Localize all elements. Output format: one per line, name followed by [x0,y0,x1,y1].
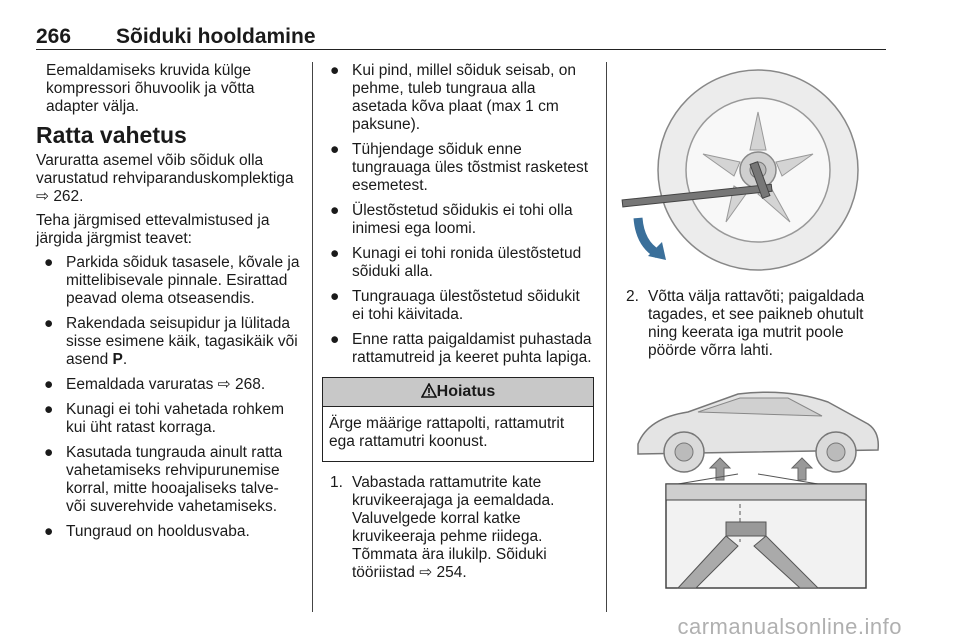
list-item: ● Tühjendage sõiduk enne tungrauaga üles tõstmist rasketest esemetest. [330,141,589,194]
watermark: carmanualsonline.info [677,614,902,639]
paragraph: Teha järgmised ettevalmistused ja järgida järgmist teavet: [36,212,270,247]
page-header [36,22,886,50]
jack-points-illustration [618,372,886,590]
warning-title: Hoiatus [436,383,496,400]
step-list [618,288,890,360]
column-divider [606,62,607,612]
section-heading: Ratta vahetus [36,122,187,148]
column-1 [36,62,302,548]
ref-arrow-icon[interactable]: ⇨ [419,564,433,581]
list-item: ● Rakendada seisupidur ja lülitada sisse esimene käik, tagasikäik või asend P. [44,315,298,368]
paragraph: Varuratta asemel võib sõiduk olla varustatud rehviparanduskomplektiga ⇨ 262. [36,152,294,205]
warning-box [322,377,594,462]
column-divider [312,62,313,612]
list-item: ● Kunagi ei tohi ronida ülestõstetud sõiduki alla. [330,245,582,280]
list-item: ● Kasutada tungrauda ainult ratta vahetamiseks rehvipurunemise korral, mitte hooajaliseks talve- või suverehvide vahetamiseks. [44,444,283,515]
list-item: ● Tungrauaga ülestõstetud sõidukit ei tohi käivitada. [330,288,580,323]
list-item: ● Eemaldada varuratas ⇨ 268. [44,376,266,393]
bullet-list [36,254,302,541]
list-item: ● Ülestõstetud sõidukis ei tohi olla inimesi ega loomi. [330,202,573,237]
list-item: ● Kunagi ei tohi vahetada rohkem kui üht ratast korraga. [44,401,285,436]
warning-header [323,378,593,407]
wheel-wrench-illustration [618,62,886,274]
column-3 [618,62,890,590]
list-item: 1. Vabastada rattamutrite kate kruvikeerajaga ja eemaldada. Valuvelgede korral katke kruvikeeraja pehme riidega. Tõmmata ära ilukilp. Sõiduki tööriistad ⇨ 254. [330,474,555,581]
bullet-list [322,62,594,367]
list-item: ● Tungraud on hooldusvaba. [44,523,250,540]
column-2 [322,62,594,590]
list-item: ● Enne ratta paigaldamist puhastada rattamutreid ja keeret puhta lapiga. [330,331,592,366]
list-item: ● Parkida sõiduk tasasele, kõvale ja mittelibisevale pinnale. Esirattad peavad olema otseasendis. [44,254,300,307]
ref-arrow-icon[interactable]: ⇨ [36,188,49,205]
page-number: 266 [36,25,72,48]
list-item: ● Kui pind, millel sõiduk seisab, on pehme, tuleb tungraua alla asetada kõva plaat (max 1 cm paksune). [330,62,577,133]
ref-arrow-icon[interactable]: ⇨ [217,376,231,393]
intro-text: Eemaldamiseks kruvida külge kompressori õhuvoolik ja võtta adapter välja. [46,62,255,115]
page-title: Sõiduki hooldamine [116,25,316,48]
list-item: 2. Võtta välja rattavõti; paigaldada tagades, et see paikneb ohutult ning keerata iga mutrit poole pöörde võrra lahti. [626,288,865,359]
warning-icon [421,383,437,398]
step-list [322,474,594,582]
warning-body: Ärge määrige rattapolti, rattamutrit ega rattamutri koonust. [329,415,565,450]
